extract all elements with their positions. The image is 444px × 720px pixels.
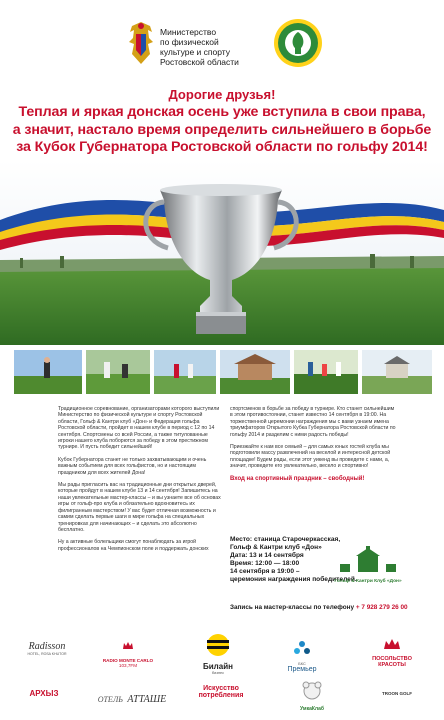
sponsor-art-line2: потребления — [198, 692, 244, 699]
umka-bear-icon — [300, 681, 324, 701]
sponsor-arkhyz — [24, 689, 64, 698]
premier-logo-icon — [293, 639, 311, 657]
photo-strip — [14, 350, 432, 394]
ministry-name — [160, 27, 270, 67]
body-paragraph: Традиционное соревнование, организаторами которого выступили Министерство по физической культуре и спорту Ростовской области, Гольф & Кантри клуб «Дон» и Федерация гольфа Ростовской области, пройдет в нашем клубе в период с 12 по 14 сентября. Спортсмены со всей России, а также титулованные игроки нашего клуба поборются за победу в этом престижном турнире. И пусть победит сильнейший! — [58, 406, 220, 451]
sponsor-premier-name: Премьер — [287, 666, 317, 673]
sponsor-otel-word: ОТЕЛЬ — [97, 695, 123, 704]
body-paragraph: спортсменов в борьбе за победу в турнире. Кто станет сильнейшим в этом противостоянии, станет известно 14 сентября в 19:00. На торжественной церемонии награждения мы с вами узнаем имена триумфаторов Открытого Кубка Губернатора Ростовской области по гольфу 2014 и разделим с ними радость победы! — [230, 406, 396, 438]
sponsor-radisson — [20, 641, 74, 656]
body-paragraph: Ну а активные болельщики смогут понаблюдать за игрой профессионалов на Чемпионском поле и поддержать донских — [58, 539, 209, 552]
sponsors-row — [0, 633, 444, 720]
sponsor-premier-sub: БКС — [298, 662, 306, 666]
club-logo-text: Гольф & Кантри Клуб «Дон» — [334, 579, 402, 584]
sponsor-art-consumption — [190, 685, 252, 699]
sponsor-art-line1: Искусство — [203, 685, 239, 692]
sponsor-umka-name: УмкаКлаб — [300, 706, 324, 712]
sponsor-arkhyz-name: АРХЫЗ — [29, 689, 59, 698]
headline-line: Теплая и яркая донская осень уже вступила в свои права, — [18, 104, 426, 120]
body-left-column — [58, 406, 223, 558]
photo-kids-golf — [294, 350, 358, 394]
headline-line: за Кубок Губернатора Ростовской области по гольфу 2014! — [16, 139, 428, 155]
sponsor-radio-name: RADIO MONTE CARLO — [102, 658, 154, 663]
sponsor-radio-freq: 103,7FM — [118, 663, 138, 668]
event-place-club: Гольф & Кантри клуб «Дон» — [230, 544, 322, 551]
sponsor-attashe-word: АТТАШЕ — [127, 694, 167, 705]
sponsor-beeline — [190, 633, 246, 675]
event-ceremony-time: 14 сентября в 19:00 – — [230, 568, 300, 575]
golf-federation-logo — [273, 18, 323, 68]
body-paragraph: Кубок Губернатора станет не только захватывающим и очень важным событием для всех гольфистов, но и настоящим праздником для всех жителей Дона! — [58, 456, 207, 476]
photo-golf-lesson — [86, 350, 150, 394]
posolstvo-crown-icon — [382, 637, 402, 651]
body-paragraph: Мы рады пригласить вас на традиционные дни открытых дверей, которые пройдут в нашем клубе 13 и 14 сентября! Запишитесь на наши увлекательные мастер-классы – и вы узнаете все об основах игры от гольф-про клуба и обязательно вдохновитесь их филигранным мастерством! У вас будет отличная возможность и самим сделать первые шаги в мире гольфа на специальных тренировках для начинающих – и сделать это абсолютно бесплатно. — [58, 482, 221, 533]
sponsor-posolstvo — [360, 637, 424, 668]
photo-countryside — [362, 350, 432, 394]
rostov-emblem-icon — [126, 20, 156, 66]
club-logo — [334, 546, 402, 582]
sponsor-troon — [372, 691, 422, 696]
event-time: Время: 12:00 — 18:00 — [230, 560, 300, 567]
sponsor-beeline-sub: бизнес — [211, 671, 225, 675]
beeline-logo-icon — [206, 633, 230, 657]
body-right-column — [230, 406, 398, 488]
event-date: Дата: 13 и 14 сентября — [230, 552, 304, 559]
sponsor-posolstvo-line1: ПОСОЛЬСТВО — [372, 656, 412, 662]
body-paragraph: Приезжайте к нам все семьей – для самых юных гостей клуба мы подготовили массу развлечений на веселой и интересной детской площадке! Будем рады, если этот уикенд вы проведете с нами, а, значит, проведете его увлекательно, весело и спортивно! — [230, 444, 391, 470]
sponsor-radio-monte-carlo — [100, 639, 156, 668]
sponsor-radisson-name: Radisson — [28, 641, 66, 652]
headline-line: а значит, настало время определить сильнейшего в борьбе — [12, 121, 432, 138]
sponsor-posolstvo-line2: КРАСОТЫ — [378, 662, 406, 668]
ministry-line: культуре и спорту — [160, 47, 231, 57]
ministry-line: по физической — [160, 37, 219, 47]
photo-clubhouse — [220, 350, 290, 394]
entry-note: Вход на спортивный праздник – свободный! — [230, 475, 365, 482]
photo-golfer-swing — [14, 350, 82, 394]
photo-golfers-group — [154, 350, 216, 394]
register-phone[interactable]: + 7 928 279 26 00 — [355, 604, 408, 611]
greeting: Дорогие друзья! — [168, 87, 276, 102]
ministry-line: Министерство — [160, 27, 217, 37]
register-line — [230, 604, 408, 611]
hero-trophy-scene — [0, 160, 444, 345]
radio-crown-icon — [121, 639, 135, 653]
sponsor-troon-name: TROON GOLF — [382, 691, 412, 696]
sponsor-beeline-name: Билайн — [203, 662, 233, 671]
church-icon — [334, 546, 402, 574]
sponsor-umka — [290, 681, 334, 712]
sponsor-premier — [270, 639, 334, 673]
hero-image — [0, 160, 444, 345]
sponsor-radisson-sub: HOTEL, ROSA KHUTOR — [27, 652, 67, 656]
event-place: Место: станица Старочеркасская, — [230, 536, 341, 543]
headline — [6, 104, 438, 157]
header — [0, 0, 444, 78]
register-label: Запись на мастер-классы по телефону — [230, 604, 355, 611]
sponsor-otel-attashe — [92, 689, 172, 707]
ministry-line: Ростовской области — [160, 57, 239, 67]
event-ceremony: церемония награждения победителей. — [230, 576, 357, 583]
